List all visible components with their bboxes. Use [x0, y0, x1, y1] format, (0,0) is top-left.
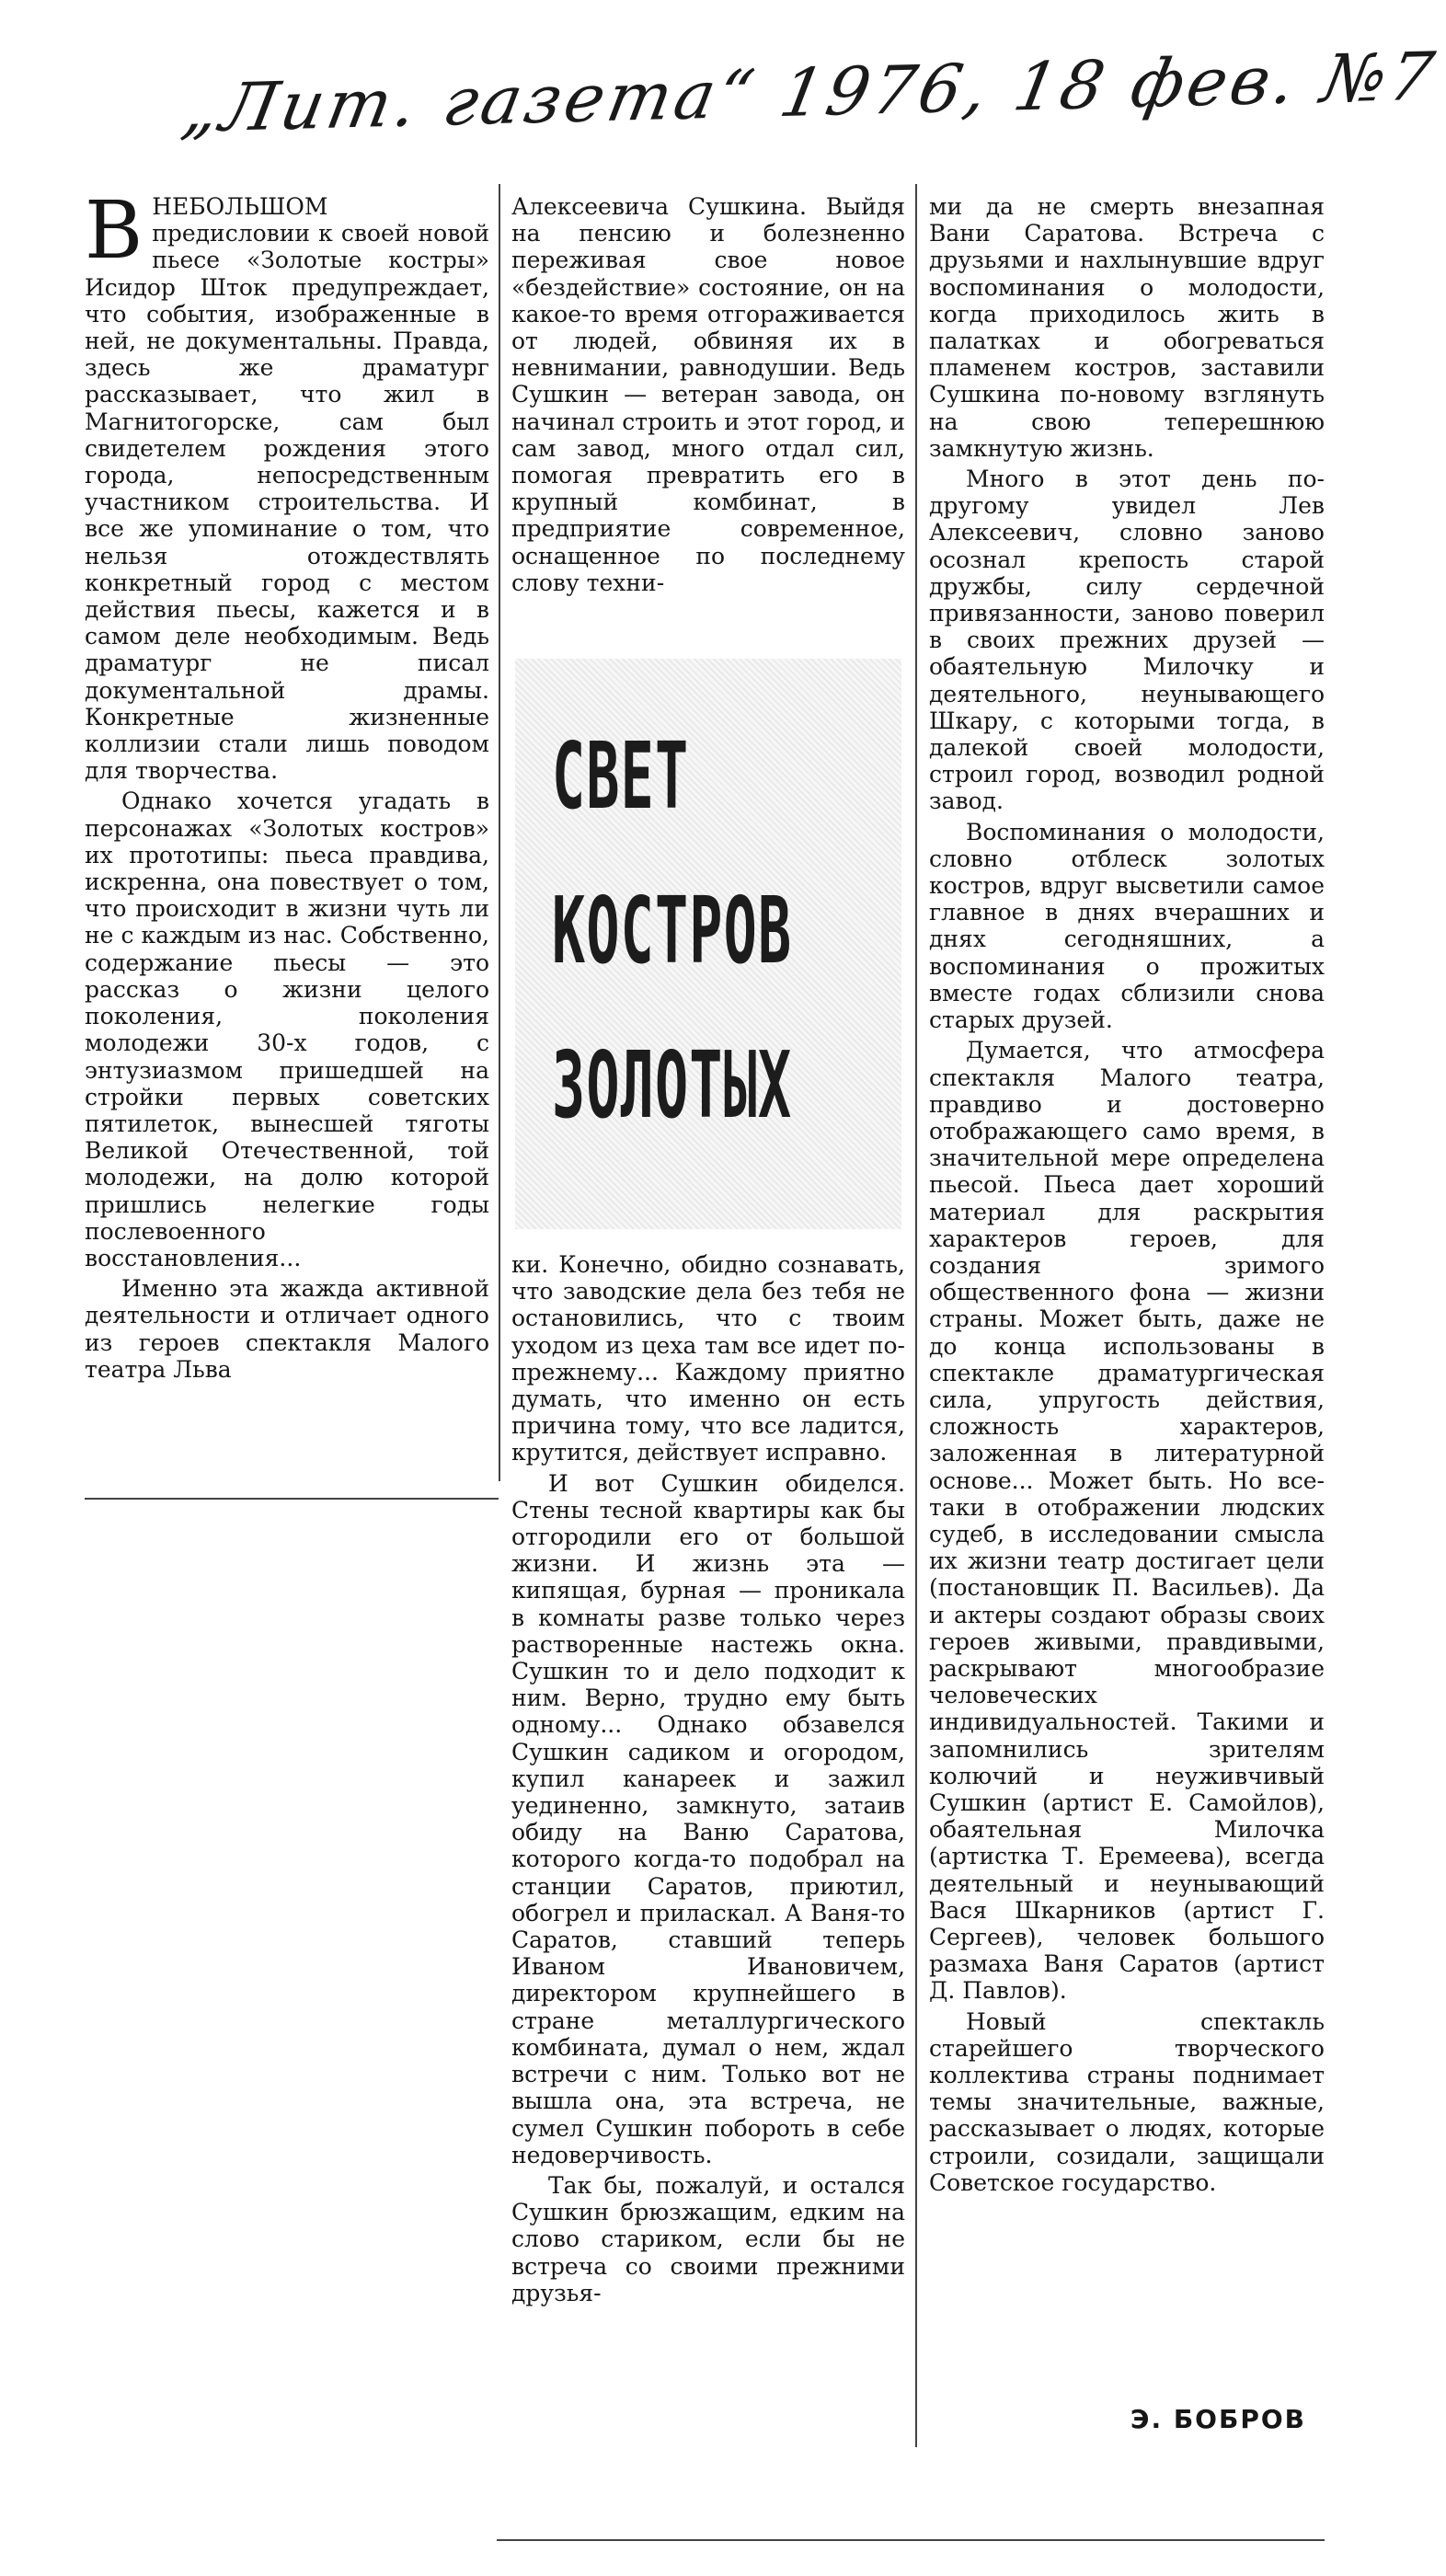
paragraph-2: Однако хочется угадать в персонажах «Золотых костров» их прототипы: пьеса правдива, искренна, она повествует о том, что происходит в жизни чуть ли не с каждым из нас. Собственно, содержание пьесы — это рассказ о жизни целого поколения, поколения молодежи 30-х годов, с энтузиазмом пришедшей на стройки первых советских пятилеток, вынесшей тяготы Великой Отечественной, той молодежи, на долю которой пришлись нелегкие годы послевоенного восстановления... — [85, 788, 489, 1271]
paragraph-11: Думается, что атмосфера спектакля Малого театра, правдиво и достоверно отображающего само время, в значительной мере определена пьесой. Пьеса дает хороший материал для раскрытия характеров героев, для создания зримого общественного фона — жизни страны. Может быть, даже не до конца использованы в спектакле драматургическая сила, упругость действия, сложность характеров, заложенная в литературной основе... Может быть. Но все-таки в отображении людских судеб, в исследовании смысла их жизни театр достигает цели (постановщик П. Васильев). Да и актеры создают образы своих героев живыми, правдивыми, раскрывают многообразие человеческих индивидуальностей. Такими и запомнились зрителям колючий и неуживчивый Сушкин (артист Е. Самойлов), обаятельная Милочка (артистка Т. Еремеева), всегда деятельный и неунывающий Вася Шкарников (артист Г. Сергеев), человек большого размаха Ваня Саратов (артист Д. Павлов). — [929, 1037, 1325, 2005]
column-divider-2 — [915, 184, 917, 2447]
handwritten-note: „Лит. газета“ 1976, 18 фев. №7 — [177, 37, 1443, 147]
headline-line-2: КОСТРОВ — [552, 877, 793, 984]
headline-line-1: СВЕТ — [552, 722, 690, 830]
article-column-1 — [85, 185, 489, 1500]
paragraph-8: ми да не смерть внезапная Вани Саратова. Встреча с друзьями и нахлынувшие вдруг воспоминания о молодости, когда приходилось жить в палатках и обогреваться пламенем костров, заставили Сушкина по-новому взглянуть на свою теперешнюю замкнутую жизнь. — [929, 193, 1325, 462]
paragraph-5: ки. Конечно, обидно сознавать, что заводские дела без тебя не остановились, что с твоим уходом из цеха там все идет по-прежнему... Каждому приятно думать, что именно он есть причина тому, что все ладится, крутится, действует исправно. — [511, 1251, 905, 1466]
paragraph-1: ВНЕБОЛЬШОМ предисловии к своей новой пьесе «Золотые костры» Исидор Шток предупреждает, что события, изображенные в ней, не документальны. Правда, здесь же драматург рассказывает, что жил в Магнитогорске, сам был свидетелем рождения этого города, непосредственным участником строительства. И все же упоминание о том, что нельзя отождествлять конкретный город с местом действия пьесы, кажется и в самом деле необходимым. Ведь драматург не писал документальной драмы. Конкретные жизненные коллизии стали лишь поводом для творчества. — [85, 185, 489, 785]
article-headline — [552, 699, 793, 1163]
paragraph-12: Новый спектакль старейшего творческого коллектива страны поднимает темы значительные, важные, рассказывает о людях, которые строили, созидали, защищали Советское государство. — [929, 2007, 1325, 2196]
paragraph-9: Много в этот день по-другому увидел Лев Алексеевич, словно заново осознал крепость старой дружбы, силу сердечной привязанности, заново поверил в своих прежних друзей — обаятельную Милочку и деятельного, неунывающего Шкару, с которыми тогда, в далекой своей молодости, строил город, возводил родной завод. — [929, 466, 1325, 815]
drop-cap: В — [85, 185, 143, 277]
article-column-3 — [929, 193, 1325, 2196]
paragraph-3: Именно эта жажда активной деятельности и отличает одного из героев спектакля Малого театра Льва — [85, 1275, 489, 1383]
article-end-rule — [497, 2539, 1325, 2541]
author-signature: Э. БОБРОВ — [1130, 2404, 1306, 2434]
paragraph-10: Воспоминания о молодости, словно отблеск золотых костров, вдруг высветили самое главное в днях вчерашних и днях сегодняшних, а воспоминания о прожитых вместе годах сблизили снова старых друзей. — [929, 818, 1325, 1034]
column-divider-1 — [499, 184, 500, 1481]
paragraph-4: Алексеевича Сушкина. Выйдя на пенсию и болезненно переживая свое новое «бездействие» состояние, он на какое-то время отгораживается от людей, обвиняя их в невнимании, равнодушии. Ведь Сушкин — ветеран завода, он начинал строить и этот город, и сам завод, много отдал сил, помогая превратить его в крупный комбинат, в предприятие современное, оснащенное по последнему слову техни- — [511, 193, 905, 596]
paragraph-6: И вот Сушкин обиделся. Стены тесной квартиры как бы отгородили его от большой жизни. И жизнь эта — кипящая, бурная — проникала в комнаты разве только через растворенные настежь окна. Сушкин то и дело подходит к ним. Верно, трудно ему быть одному... Однако обзавелся Сушкин садиком и огородом, купил канареек и зажил уединенно, замкнуто, затаив обиду на Ваню Саратова, которого когда-то подобрал на станции Саратов, приютил, обогрел и приласкал. А Ваня-то Саратов, ставший теперь Иваном Ивановичем, директором крупнейшего в стране металлургического комбината, думал о нем, ждал встречи с ним. Только вот не вышла она, эта встреча, не сумел Сушкин побороть в себе недоверчивость. — [511, 1469, 905, 2168]
article-column-2-top — [511, 193, 905, 626]
paragraph-7: Так бы, пожалуй, и остался Сушкин брюзжащим, едким на слово стариком, если бы не встреча со своими прежними друзья- — [511, 2171, 905, 2306]
article-column-2-bottom — [511, 1251, 905, 2484]
headline-line-3: ЗОЛОТЫХ — [552, 1031, 793, 1139]
